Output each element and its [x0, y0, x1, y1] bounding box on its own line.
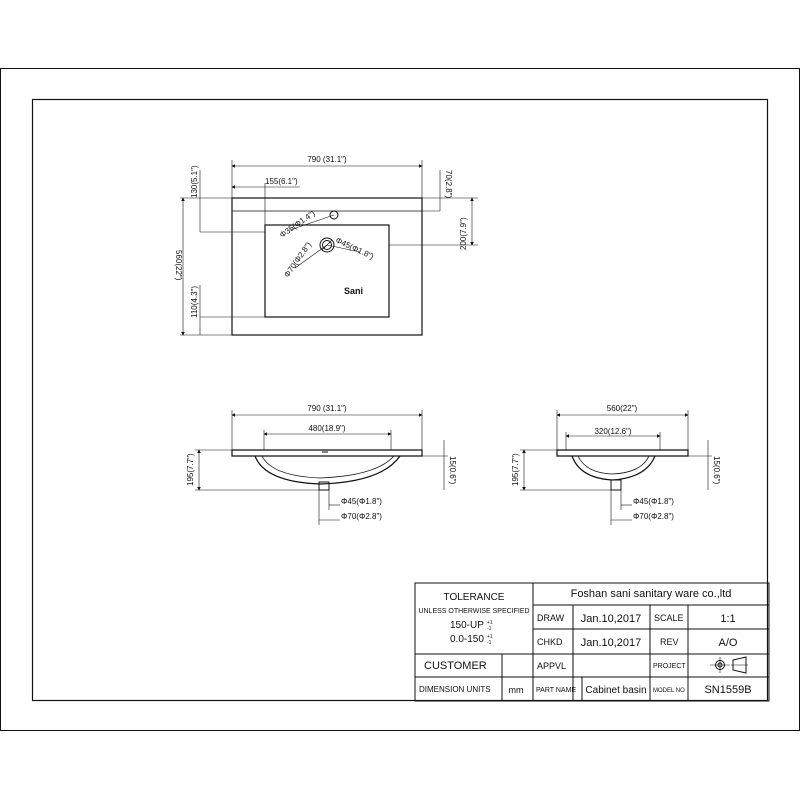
front-bowl: [255, 456, 400, 484]
front-rim-label: 15(0.6"): [448, 456, 457, 485]
part-name-label: PART NAME: [536, 687, 577, 694]
scale-value: 1:1: [720, 613, 736, 625]
plan-depth-label: 560(22"): [174, 250, 183, 281]
projection-symbol-icon: [710, 657, 748, 673]
side-width-label: 560(22"): [606, 404, 638, 413]
tolerance-1-sub: -1: [487, 626, 492, 632]
front-drain-inner-label: Φ45(Φ1.8"): [341, 497, 382, 506]
plan-width-label: 790 (31.1"): [307, 155, 347, 164]
side-drain: [611, 480, 621, 490]
plan-drain-outer-label: Φ70(Φ2.8"): [282, 240, 314, 280]
rev-value: A/O: [718, 637, 738, 649]
plan-labels: [174, 155, 468, 318]
plan-right-margin-label: 70(2.8"): [444, 170, 453, 199]
inner-border: [33, 100, 768, 701]
plan-view: [180, 160, 478, 335]
project-label: PROJECT: [653, 663, 686, 670]
tolerance-2: 0.0-150: [450, 634, 484, 645]
outer-border: [1, 69, 800, 731]
model-no-label: MODEL NO: [653, 688, 685, 694]
model-no-value: SN1559B: [704, 684, 752, 696]
title-block-text: [418, 588, 751, 696]
tolerance-2-sup: +1: [487, 634, 493, 640]
plan-bowl-depth-label: 200(7.9"): [459, 217, 468, 250]
plan-drain-inner-label: Φ45(Φ1.8"): [334, 235, 376, 262]
draw-label: DRAW: [537, 613, 565, 623]
tolerance-2-sub: -1: [487, 640, 492, 646]
chkd-label: CHKD: [537, 637, 563, 647]
plan-bottom-margin-label: 110(4.3"): [190, 285, 199, 318]
chkd-date: Jan.10,2017: [580, 637, 642, 649]
side-bowl: [572, 456, 655, 480]
side-counter-top: [557, 450, 688, 456]
front-drain-outer-label: Φ70(Φ2.8"): [341, 512, 382, 521]
rev-label: REV: [660, 637, 679, 647]
customer-label: CUSTOMER: [424, 660, 487, 672]
side-height-label: 195(7.7"): [511, 453, 520, 486]
draw-date: Jan.10,2017: [580, 613, 642, 625]
tolerance-1-sup: +1: [487, 620, 493, 626]
plan-counter-outline: [232, 198, 422, 335]
front-bowl-width-label: 480(18.9"): [308, 424, 346, 433]
front-width-label: 790 (31.1"): [307, 404, 347, 413]
tolerance-label: TOLERANCE: [443, 592, 505, 603]
side-bowl-width-label: 320(12.6"): [594, 427, 632, 436]
front-labels: [186, 404, 457, 521]
dim-units-label: DIMENSION UNITS: [419, 685, 491, 694]
side-drain-outer-label: Φ70(Φ2.8"): [633, 512, 674, 521]
front-counter-top: [232, 450, 422, 456]
plan-hole-small-label: Φ35(Φ1.4"): [277, 208, 317, 240]
unless-label: UNLESS OTHERWISE SPECIFIED: [418, 608, 530, 615]
front-height-label: 195(7.7"): [186, 453, 195, 486]
plan-top-margin-label: 130(5.1"): [190, 165, 199, 198]
tolerance-1: 150-UP: [450, 620, 484, 631]
side-drain-inner-label: Φ45(Φ1.8"): [633, 497, 674, 506]
dim-units-value: mm: [508, 685, 524, 695]
side-rim-label: 15(0.6"): [712, 456, 721, 485]
appvl-label: APPVL: [537, 661, 567, 671]
scale-label: SCALE: [654, 613, 684, 623]
plan-offset-label: 155(6.1"): [265, 177, 298, 186]
part-name-value: Cabinet basin: [585, 685, 647, 696]
company-name: Foshan sani sanitary ware co.,ltd: [570, 588, 732, 600]
plan-logo: Sani: [344, 286, 364, 296]
side-labels: [511, 404, 721, 521]
